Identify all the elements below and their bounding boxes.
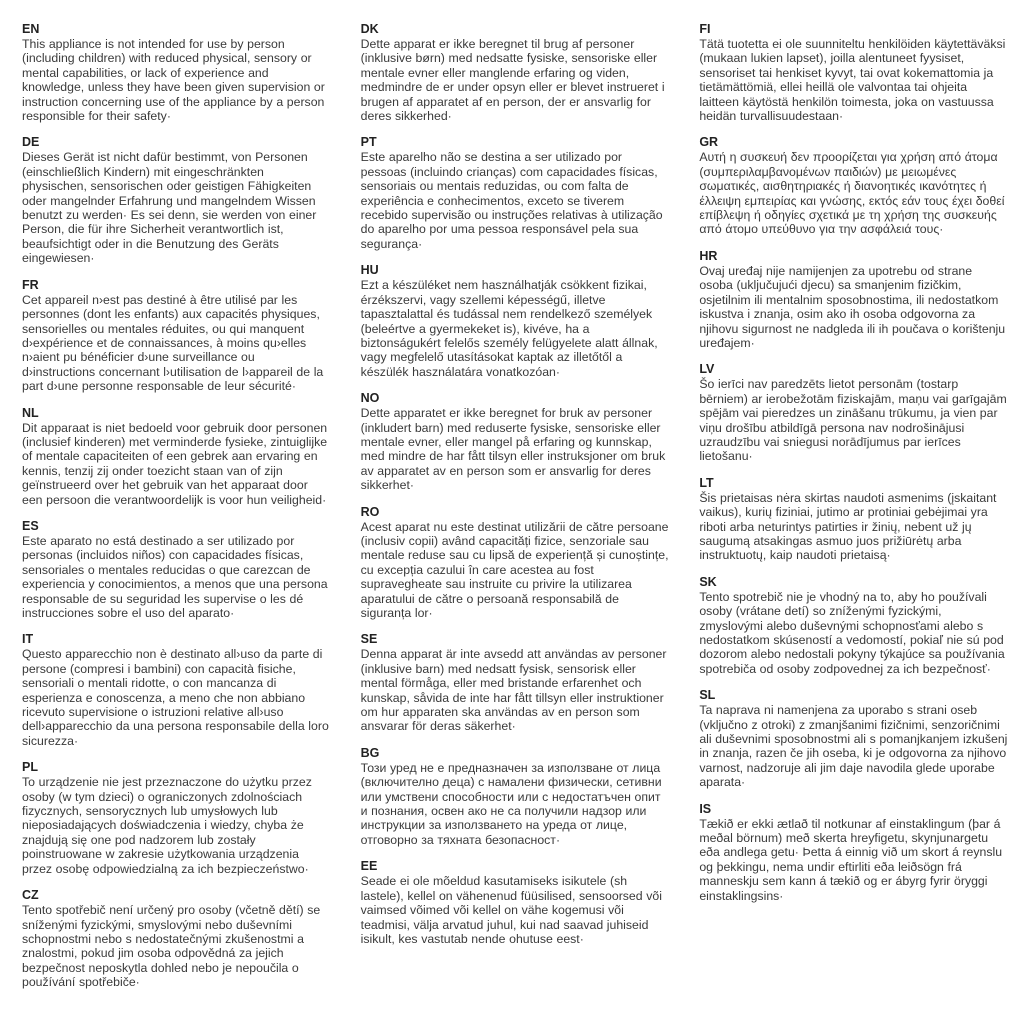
- language-text-se: Denna apparat är inte avsedd att användas av personer (inklusive barn) med nedsatt fysisk, sensorisk eller mental förmåga, eller med bristande erfarenhet och kunskap, såvida de inte har fått tillsyn eller instruktioner om hur apparaten ska användas av en person som ansvarar för deras säkerhet·: [360, 647, 667, 734]
- section-ee: [361, 859, 670, 946]
- language-code-ee: EE: [360, 859, 378, 874]
- language-text-de: Dieses Gerät ist nicht dafür bestimmt, von Personen (einschließlich Kindern) mit eingeschränkten physischen, sensorischen oder geistigen Fähigkeiten oder mangelnder Erfahrung und mangelndem Wissen benutzt zu werden· Es sei denn, sie werden von einer Person, die für ihre Sicherheit verantwortlich ist, beaufsichtigt oder in die Benutzung des Geräts eingewiesen·: [22, 150, 317, 266]
- language-text-it: Questo apparecchio non è destinato all›uso da parte di persone (compresi i bambini) con capacità fisiche, sensoriali o mentali ridotte, o con mancanza di esperienza e conoscenza, a meno che non abbiano ricevuto supervisione o istruzioni relative all›uso dell›apparecchio da una persona responsabile della loro sicurezza·: [22, 647, 329, 748]
- section-ro: [361, 505, 670, 621]
- section-nl: [22, 406, 331, 507]
- column-1: [22, 22, 331, 1002]
- language-text-no: Dette apparatet er ikke beregnet for bruk av personer (inkludert barn) med reduserte fysiske, sensoriske eller mentale evner, eller mangel på erfaring og kunnskap, med mindre de har fått tilsyn eller instruksjoner om bruk av apparatet av en person som er ansvarlig for deres sikkerhet·: [360, 406, 666, 493]
- section-no: [361, 391, 670, 492]
- section-de: [22, 135, 331, 265]
- section-sk: [699, 575, 1008, 676]
- language-text-es: Este aparato no está destinado a ser utilizado por personas (incluidos niños) con capacidades físicas, sensoriales o mentales reducidas o que carezcan de experiencia y conocimientos, a menos que una persona responsable de su seguridad les supervise o les dé instrucciones sobre el uso del aparato·: [22, 533, 328, 620]
- language-code-en: EN: [22, 22, 40, 36]
- section-gr: [699, 135, 1008, 236]
- language-code-pl: PL: [22, 760, 38, 775]
- language-code-ro: RO: [360, 504, 380, 519]
- section-hr: [699, 249, 1008, 350]
- section-es: [22, 519, 331, 620]
- section-pt: [361, 135, 670, 251]
- language-code-hr: HR: [699, 248, 718, 263]
- language-text-fi: Tätä tuotetta ei ole suunniteltu henkilöiden käytettäväksi (mukaan lukien lapset), joilla alentuneet fyysiset, sensoriset tai henkiset kyvyt, tai ovat kokemattomia ja tietämättömiä, ellei heillä ole valvontaa tai ohjeita laitteen käytöstä henkilön toimesta, joka on vastuussa heidän turvallisuudestaan·: [699, 37, 1006, 124]
- section-pl: [22, 760, 331, 876]
- section-se: [361, 632, 670, 733]
- language-code-se: SE: [360, 632, 378, 647]
- section-bg: [361, 746, 670, 847]
- language-text-sk: Tento spotrebič nie je vhodný na to, aby ho používali osoby (vrátane detí) so zníženými fyzickými, zmyslovými alebo duševnými schopnosťami alebo s nedostatkom skúseností a vedomostí, pokiaľ nie sú pod dozorom alebo nedostali pokyny týkajúce sa používania spotrebiča od osoby zodpovednej za ich bezpečnosť·: [699, 589, 1005, 676]
- language-code-bg: BG: [360, 745, 380, 760]
- language-text-pl: To urządzenie nie jest przeznaczone do użytku przez osoby (w tym dzieci) o ograniczonych zdolnościach fizycznych, sensorycznych lub umysłowych lub nieposiadających doświadczenia i wiedzy, chyba że znajdują się one pod nadzorem lub zostały poinstruowane w zakresie użytkowania urządzenia przez osobę odpowiedzialną za ich bezpieczeństwo·: [22, 775, 312, 876]
- section-dk: [361, 22, 670, 123]
- language-code-dk: DK: [360, 22, 379, 36]
- language-code-pt: PT: [360, 135, 377, 150]
- language-text-hu: Ezt a készüléket nem használhatják csökkent fizikai, érzékszervi, vagy szellemi képességű, illetve tapasztalattal és tudással nem rendelkező személyek (beleértve a gyermekeket is), kivéve, ha a biztonságukért felelős személy felügyelete alatt állnak, vagy megfelelő utasításokat kaptak az illetőtől a készülék használatára vonatkozóan·: [360, 278, 658, 379]
- section-is: [699, 802, 1008, 903]
- language-text-dk: Dette apparat er ikke beregnet til brug af personer (inklusive børn) med nedsatte fysiske, sensoriske eller mentale evner eller manglende erfaring og viden, medmindre de er under opsyn eller er blevet instrueret i brugen af apparatet af en person, der er ansvarlig for deres sikkerhed·: [360, 37, 665, 124]
- section-fr: [22, 278, 331, 394]
- language-text-bg: Този уред не е предназначен за използване от лица (включително деца) с намалени физически, сетивни или умствени способности или с недостатъчен опит и познания, освен ако не са получили надзор или инструкции за използването на уреда от лице, отговорно за тяхната безопасност·: [360, 760, 662, 847]
- language-code-nl: NL: [22, 405, 39, 420]
- language-code-sl: SL: [699, 688, 716, 703]
- language-code-fr: FR: [22, 277, 39, 292]
- section-en: [22, 22, 331, 123]
- language-text-pt: Este aparelho não se destina a ser utilizado por pessoas (incluindo crianças) com capacidades físicas, sensoriais ou mentais reduzidas, ou com falta de experiência e conhecimentos, exceto se tiverem recebido supervisão ou instruções relativas à utilização do aparelho por uma pessoa responsável pela sua segurança·: [360, 150, 663, 251]
- language-code-de: DE: [22, 135, 40, 150]
- language-code-no: NO: [360, 391, 380, 406]
- language-code-is: IS: [699, 801, 712, 816]
- language-text-gr: Αυτή η συσκευή δεν προορίζεται για χρήση από άτομα (συμπεριλαμβανομένων παιδιών) με μειωμένες σωματικές, αισθητηριακές ή διανοητικές ικανότητες ή έλλειψη εμπειρίας και γνώσης, εκτός εάν τους έχει δοθεί επίβλεψη ή οδηγίες σχετικά με τη χρήση της συσκευής από άτομο υπεύθυνο για την ασφάλειά τους·: [699, 150, 1005, 237]
- language-text-ee: Seade ei ole mõeldud kasutamiseks isikutele (sh lastele), kellel on vähenenud füüsilised, sensoorsed või vaimsed võimed või kellel on vähe kogemusi või teadmisi, välja arvatud juhul, kui nad saavad juhiseid isikult, kes vastutab nende ohutuse eest·: [360, 874, 662, 946]
- language-text-is: Tækið er ekki ætlað til notkunar af einstaklingum (þar á meðal börnum) með skerta hreyfigetu, skynjunargetu eða andlega getu· Þetta á einnig við um skort á reynslu og þekkingu, nema undir eftirliti eða leiðsögn frá manneskju sem kann á tækið og er ábyrg fyrir öryggi einstaklingsins·: [699, 816, 1003, 903]
- column-2: [361, 22, 670, 1002]
- language-code-hu: HU: [360, 263, 379, 278]
- language-code-lv: LV: [699, 362, 715, 377]
- section-lv: [699, 362, 1008, 463]
- language-text-en: This appliance is not intended for use by person (including children) with reduced physical, sensory or mental capabilities, or lack of experience and knowledge, unless they have been given supervision or instruction concerning use of the appliance by a person responsible for their safety·: [22, 37, 325, 124]
- language-code-lt: LT: [699, 475, 714, 490]
- language-code-sk: SK: [699, 574, 717, 589]
- language-code-es: ES: [22, 518, 39, 533]
- section-fi: [699, 22, 1008, 123]
- language-code-fi: FI: [699, 22, 711, 36]
- section-it: [22, 632, 331, 748]
- section-lt: [699, 476, 1008, 563]
- language-text-cz: Tento spotřebič není určený pro osoby (včetně dětí) se sníženými fyzickými, smyslovými nebo duševními schopnostmi nebo s nedostatečnými zkušenostmi a znalostmi, pokud jim osoba odpovědná za jejich bezpečnost neposkytla dohled nebo je nepoučila o používání spotřebiče·: [22, 903, 321, 990]
- language-code-gr: GR: [699, 135, 719, 150]
- section-hu: [361, 263, 670, 379]
- column-3: [699, 22, 1008, 1002]
- language-text-lt: Šis prietaisas nėra skirtas naudoti asmenims (įskaitant vaikus), kurių fiziniai, jutimo ar protiniai gebėjimai yra riboti arba neturintys patirties ir žinių, nebent už jų saugumą atsakingas asmuo juos prižiūrėtų arba instruktuotų, kaip naudoti prietaisą·: [699, 490, 997, 563]
- language-code-cz: CZ: [22, 888, 39, 903]
- language-text-sl: Ta naprava ni namenjena za uporabo s strani oseb (vključno z otroki) z zmanjšanimi fizičnimi, senzoričnimi ali duševnimi sposobnostmi ali s pomanjkanjem izkušenj in znanja, razen če jih oseba, ki je odgovorna za njihovo varnost, nadzoruje ali jim daje navodila glede uporabe aparata·: [699, 703, 1008, 790]
- section-sl: [699, 688, 1008, 789]
- language-code-it: IT: [22, 632, 34, 647]
- language-text-lv: Šo ierīci nav paredzēts lietot personām (tostarp bērniem) ar ierobežotām fiziskajām, maņu vai garīgajām spējām vai pieredzes un zināšanu trūkumu, ja vien par viņu drošību atbildīgā persona nav nodrošinājusi uzraudzību vai sniegusi norādījumus par ierīces lietošanu·: [699, 377, 1007, 464]
- section-cz: [22, 888, 331, 989]
- language-text-ro: Acest aparat nu este destinat utilizării de către persoane (inclusiv copii) având capacități fizice, senzoriale sau mentale reduse sau cu lipsă de experiență și cunoștințe, cu excepția cazului în care acestea au fost supravegheate sau instruite cu privire la utilizarea aparatului de către o persoană responsabilă de siguranța lor·: [360, 519, 669, 620]
- language-text-fr: Cet appareil n›est pas destiné à être utilisé par les personnes (dont les enfants) aux capacités physiques, sensorielles ou mentales réduites, ou qui manquent d›expérience et de connaissances, à moins qu›elles n›aient pu bénéficier d›une surveillance ou d›instructions concernant l›utilisation de l›appareil de la part d›une personne responsable de leur sécurité·: [22, 292, 324, 394]
- language-text-nl: Dit apparaat is niet bedoeld voor gebruik door personen (inclusief kinderen) met verminderde fysieke, zintuiglijke of mentale capaciteiten of een gebrek aan ervaring en kennis, tenzij zij onder toezicht staan van of zijn geïnstrueerd over het gebruik van het apparaat door een persoon die verantwoordelijk is voor hun veiligheid·: [22, 420, 328, 507]
- language-text-hr: Ovaj uređaj nije namijenjen za upotrebu od strane osoba (uključujući djecu) sa smanjenim fizičkim, osjetilnim ili mentalnim sposobnostima, ili nedostatkom iskustva i znanja, osim ako ih osoba odgovorna za njihovu sigurnost ne nadgleda ili ih poučava o korištenju uređajem·: [699, 263, 1006, 350]
